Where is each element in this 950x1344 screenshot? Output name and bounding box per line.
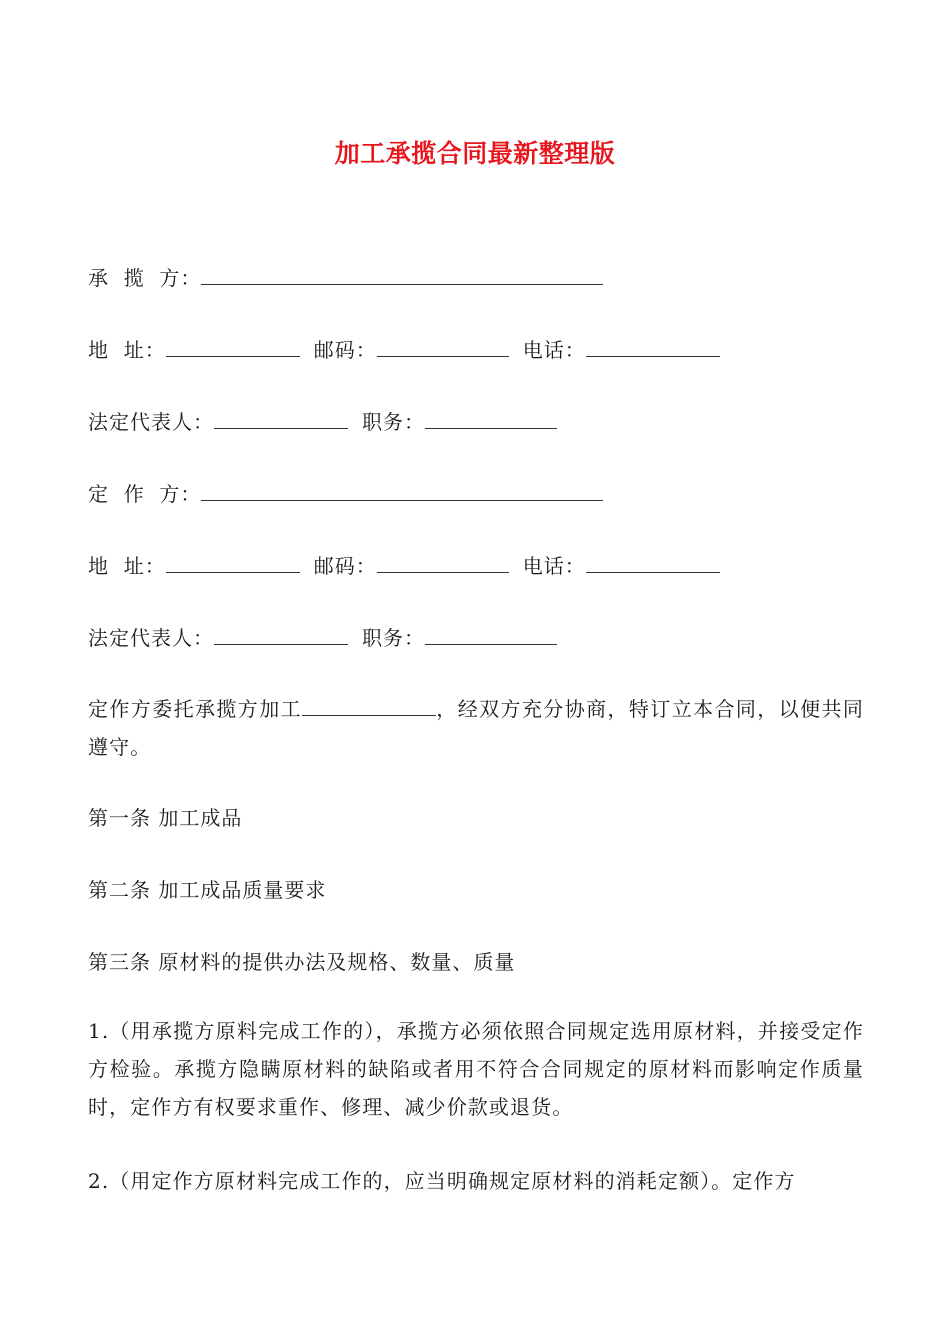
contractor-address-blank[interactable]: [166, 342, 300, 357]
client-position-label: 职务：: [362, 626, 425, 650]
client-rep-blank[interactable]: [214, 630, 348, 645]
client-address-label: 地 址：: [88, 554, 166, 578]
intro-text-start: 定作方委托承揽方加工: [88, 697, 302, 721]
client-phone-blank[interactable]: [586, 558, 720, 573]
contractor-position-blank[interactable]: [425, 414, 557, 429]
clause-1: 1.（用承揽方原料完成工作的），承揽方必须依照合同规定选用原材料，并接受定作方检验。承揽方隐瞒原材料的缺陷或者用不符合合同规定的原材料而影响定作质量时，定作方有权要求重作、修理、减少价款或退货。: [88, 1019, 864, 1119]
article-2: 第二条 加工成品质量要求: [88, 878, 327, 902]
contractor-rep-row: [88, 410, 557, 434]
contractor-name-row: [88, 266, 603, 290]
contractor-name-label: 承 揽 方：: [88, 266, 202, 290]
intro-text-end: ，经双方充分协商，特订立本合同，以便共同遵守。: [88, 697, 864, 759]
contractor-phone-blank[interactable]: [586, 342, 720, 357]
contractor-address-row: [88, 338, 720, 362]
contractor-rep-label: 法定代表人：: [88, 410, 214, 434]
client-name-blank[interactable]: [201, 486, 603, 501]
contractor-position-label: 职务：: [362, 410, 425, 434]
clause-2: 2.（用定作方原材料完成工作的，应当明确规定原材料的消耗定额）。定作方: [88, 1169, 796, 1193]
client-name-label: 定 作 方：: [88, 482, 202, 506]
processing-item-blank[interactable]: [302, 701, 436, 716]
client-postcode-blank[interactable]: [377, 558, 509, 573]
client-address-row: [88, 554, 720, 578]
contractor-address-label: 地 址：: [88, 338, 166, 362]
contractor-rep-blank[interactable]: [214, 414, 348, 429]
contractor-postcode-blank[interactable]: [377, 342, 509, 357]
client-rep-label: 法定代表人：: [88, 626, 214, 650]
client-name-row: [88, 482, 603, 506]
client-phone-label: 电话：: [522, 554, 586, 578]
document-title: 加工承揽合同最新整理版: [334, 139, 616, 168]
client-rep-row: [88, 626, 557, 650]
article-3: 第三条 原材料的提供办法及规格、数量、质量: [88, 950, 516, 974]
client-position-blank[interactable]: [425, 630, 557, 645]
contractor-postcode-label: 邮码：: [313, 338, 377, 362]
client-postcode-label: 邮码：: [313, 554, 377, 578]
contractor-phone-label: 电话：: [522, 338, 586, 362]
client-address-blank[interactable]: [166, 558, 300, 573]
article-1: 第一条 加工成品: [88, 806, 243, 830]
contractor-name-blank[interactable]: [201, 270, 603, 285]
intro-paragraph: [88, 690, 864, 766]
